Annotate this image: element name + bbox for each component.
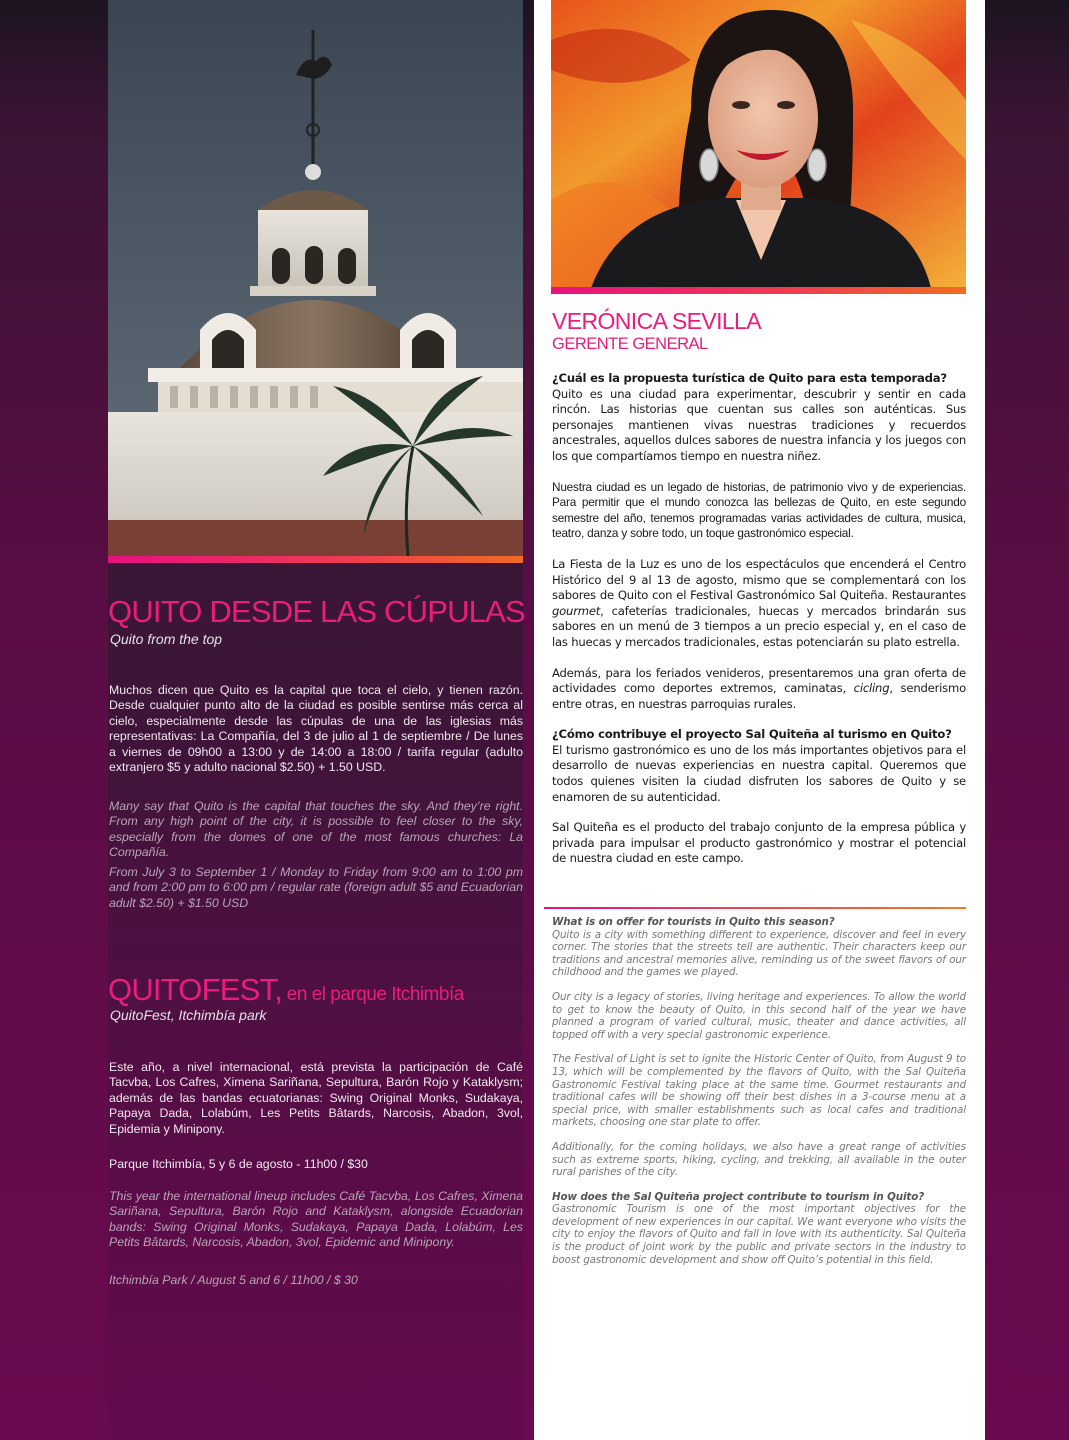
answer-1-p3-em: gourmet: [552, 603, 601, 618]
answer-2-p1-en: Gastronomic Tourism is one of the most important objectives for the development of new experiences in our capital. We want everyone who visits the city to enjoy the flavors of Quito and fall in love with its authenticity. Sal Quiteña is the product of joint work by the public and private sectors in the industry to boost gastronomic development and show off Quito’s potential in this field.: [552, 1203, 966, 1266]
cupulas-schedule-en: From July 3 to September 1 / Monday to Friday from 9:00 am to 1:00 pm and from 2:00 pm to 6:00 pm / regular rate (foreign adult $5 and Ecuadorian adult $2.50) + $1.50 USD: [109, 865, 523, 910]
answer-2-p1-es: El turismo gastronómico es uno de los más importantes objetivos para el desarrollo de nuevas experiencias en nuestra capital. Queremos que todos quienes visiten la ciudad disfruten los sabores de Quito y se enamoren de su autenticidad.: [552, 742, 966, 804]
church-dome-photo: [108, 0, 523, 556]
interviewee-name: VERÓNICA SEVILLA: [552, 308, 761, 334]
answer-1-p2-es: Nuestra ciudad es un legado de historias, de patrimonio vivo y de experiencias. Para permitir que el mundo conozca las bellezas de Quito, en este segundo semestre del año, tenemos programadas varias actividades de cultura, musica, teatro, danza y sobre todo, un toque gastronómico especial.: [552, 479, 966, 541]
answer-1-p2-en: Our city is a legacy of stories, living heritage and experiences. To allow the world to get to know the beauty of Quito, in this second half of the year we have planned a program of varied cultural, music, theater and dance activities, all topped off with a very special gastronomic experience.: [552, 990, 966, 1041]
section-subtitle-quitofest: QuitoFest, Itchimbía park: [110, 1007, 267, 1023]
question-1-es: ¿Cuál es la propuesta turística de Quito para esta temporada?: [552, 371, 947, 385]
answer-1-p4-a: Además, para los feriados venideros, presentaremos una gran oferta de actividades como deportes extremos, caminatas,: [552, 665, 966, 696]
answer-1-p3-a: La Fiesta de la Luz es uno de los espectáculos que encenderá el Centro Histórico del 9 al 13 de agosto, mismo que se complementará con los sabores de Quito con el Festival Gastronómico Sal Quiteña. Restaurantes: [552, 556, 966, 603]
section-title-cupulas: QUITO DESDE LAS CÚPULAS: [108, 594, 525, 629]
answer-2-p2-es: Sal Quiteña es el producto del trabajo conjunto de la empresa pública y privada para impulsar el producto gastronómico y mostrar el potencial de nuestra ciudad en este campo.: [552, 820, 966, 866]
interviewee-role: GERENTE GENERAL: [552, 335, 708, 353]
answer-1-p1-en: Quito is a city with something different to experience, discover and feel in every corner. The stories that the streets tell are authentic. Their characters keep our traditions and ancestral memories alive, reminding us of the sweet flavors of our childhood and the games we played.: [552, 928, 966, 979]
answer-1-p1-es: Quito es una ciudad para experimentar, descubrir y sentir en cada rincón. Las historias que cuentan sus calles son auténticas. Sus personajes mantienen vivas nuestras tradiciones y recuerdos ancestrales, aquellos dulces sabores de nuestra infancia y los juegos con los que compartíamos tiempo en nuestra niñez.: [552, 386, 966, 463]
interview-en: [552, 916, 966, 1266]
quitofest-info-en: Itchimbía Park / August 5 and 6 / 11h00 / $ 30: [109, 1273, 358, 1287]
accent-bar-left: [108, 556, 523, 563]
accent-bar-right: [551, 287, 966, 294]
answer-1-p4-es: [552, 666, 966, 713]
divider-rule: [544, 907, 966, 909]
answer-1-p3-es: [552, 557, 966, 651]
question-2-en: How does the Sal Quiteña project contribute to tourism in Quito?: [552, 1190, 925, 1203]
section-subtitle-cupulas: Quito from the top: [110, 631, 223, 647]
quitofest-info-es: Parque Itchimbía, 5 y 6 de agosto - 11h00 / $30: [109, 1157, 368, 1171]
answer-1-p3-en: The Festival of Light is set to ignite the Historic Center of Quito, from August 9 to 13, which will be complemented by the flavors of Quito, with the Sal Quiteña Gastronomic Festival taking place at the same time. Gourmet restaurants and traditional cafes will be showing off their best dishes in a 3-course menu at a special price, with smaller establishments such as local cafes and traditional markets, choosing one star plate to offer.: [552, 1053, 966, 1129]
quitofest-body-es: Este año, a nivel internacional, está prevista la participación de Café Tacvba, Los Cafres, Ximena Sariñana, Sepultura, Barón Rojo y Kataklysm; además de las bandas ecuatorianas: Swing Original Monks, Sudakaya, Papaya Dada, Lolabúm, Les Petits Bâtards, Narcosis, Abadon, 3vol, Epidemia y Minipony.: [109, 1060, 523, 1136]
section-title-quitofest: [108, 972, 464, 1008]
question-2-es: ¿Cómo contribuye el proyecto Sal Quiteña al turismo en Quito?: [552, 727, 952, 742]
answer-1-p4-en: Additionally, for the coming holidays, we also have a great range of activities such as extreme sports, hiking, cycling, and trekking, all available in the outer rural parishes of the city.: [552, 1140, 966, 1179]
quitofest-title-main: QUITOFEST,: [108, 972, 283, 1007]
question-1-en: What is on offer for tourists in Quito this season?: [552, 916, 835, 928]
answer-1-p4-b: , senderismo entre otras, en nuestras parroquias rurales.: [552, 681, 966, 711]
quitofest-title-rest: en el parque Itchimbía: [282, 984, 464, 1005]
answer-1-p4-em: cicling: [853, 681, 890, 696]
portrait-photo: [551, 0, 966, 288]
answer-1-p3-b: , cafeterías tradicionales, huecas y mercados brindarán sus sabores en un menú de 3 tiempos a un precio especial y, en el caso de las huecas y mercados tradicionales, estas potenciarán su plato estrella.: [552, 603, 966, 649]
interview-es: [552, 371, 966, 867]
cupulas-body-es: Muchos dicen que Quito es la capital que toca el cielo, y tienen razón. Desde cualquier punto alto de la ciudad es posible sentirse más cerca al cielo, especialmente desde las cúpulas de una de las iglesias más representativas: La Compañía, del 3 de julio al 1 de septiembre / De lunes a viernes de 09h00 a 13:00 y de 14:00 a 18:00 / tarifa regular (adulto extranjero $5 y adulto nacional $2.50) + 1.50 USD.: [109, 683, 523, 775]
cupulas-body-en: Many say that Quito is the capital that touches the sky. And they’re right. From any high point of the city, it is possible to feel closer to the sky, especially from the domes of one of the most famous churches: La Compañía.: [109, 799, 523, 860]
quitofest-body-en: This year the international lineup includes Café Tacvba, Los Cafres, Ximena Sariñana, Sepultura, Barón Rojo and Kataklysm, alongside Ecuadorian bands: Swing Original Monks, Sudakaya, Papaya Dada, Lolabúm, Les Petits Bâtards, Narcosis, Abadon, 3vol, Epidemic and Minipony.: [109, 1189, 523, 1250]
